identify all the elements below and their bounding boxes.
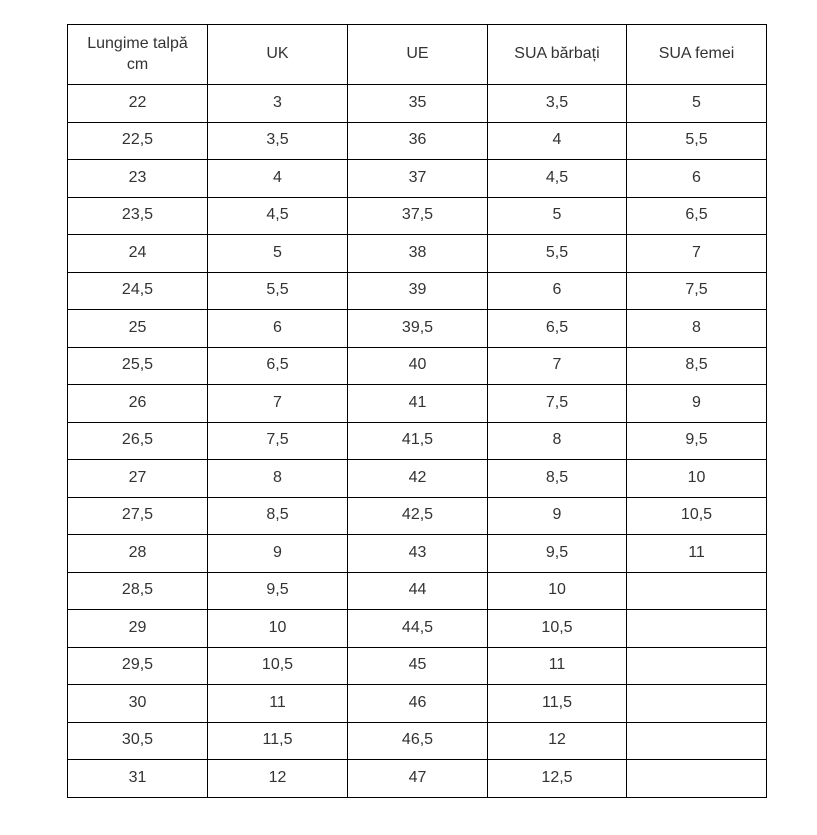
table-cell: 8,5 <box>208 497 348 535</box>
table-cell: 11,5 <box>488 685 627 723</box>
table-cell: 10 <box>208 610 348 648</box>
table-cell: 25,5 <box>68 347 208 385</box>
table-row <box>68 422 767 460</box>
table-cell: 7,5 <box>208 422 348 460</box>
table-cell <box>627 647 767 685</box>
table-cell: 6 <box>627 160 767 198</box>
table-row <box>68 685 767 723</box>
table-cell: 42 <box>348 460 488 498</box>
table-cell: 41 <box>348 385 488 423</box>
table-cell: 30,5 <box>68 722 208 760</box>
table-cell: 24,5 <box>68 272 208 310</box>
table-cell: 25 <box>68 310 208 348</box>
table-cell: 11 <box>208 685 348 723</box>
table-cell: 9,5 <box>208 572 348 610</box>
table-cell: 11 <box>488 647 627 685</box>
table-cell <box>627 572 767 610</box>
table-cell: 37,5 <box>348 197 488 235</box>
table-cell: 29 <box>68 610 208 648</box>
table-row <box>68 647 767 685</box>
table-row <box>68 385 767 423</box>
table-cell: 39 <box>348 272 488 310</box>
table-cell: 28 <box>68 535 208 573</box>
table-cell: 26 <box>68 385 208 423</box>
table-cell: 26,5 <box>68 422 208 460</box>
table-row <box>68 722 767 760</box>
table-cell: 9,5 <box>627 422 767 460</box>
table-row <box>68 610 767 648</box>
table-cell: 24 <box>68 235 208 273</box>
table-cell: 36 <box>348 122 488 160</box>
table-cell: 12 <box>208 760 348 798</box>
table-row <box>68 535 767 573</box>
table-cell: 10 <box>627 460 767 498</box>
table-row <box>68 760 767 798</box>
table-cell: 9 <box>208 535 348 573</box>
table-cell: 6 <box>208 310 348 348</box>
table-cell: 7 <box>208 385 348 423</box>
shoe-size-conversion-table <box>67 24 767 798</box>
table-cell: 28,5 <box>68 572 208 610</box>
table-cell: 10,5 <box>627 497 767 535</box>
table-cell: 46,5 <box>348 722 488 760</box>
table-cell: 44 <box>348 572 488 610</box>
table-cell: 4,5 <box>488 160 627 198</box>
table-cell: 8 <box>208 460 348 498</box>
header-cell-sua-femei: SUA femei <box>627 25 767 85</box>
table-cell: 7,5 <box>488 385 627 423</box>
table-cell: 45 <box>348 647 488 685</box>
table-cell <box>627 685 767 723</box>
table-body <box>68 85 767 798</box>
table-row <box>68 572 767 610</box>
table-cell: 47 <box>348 760 488 798</box>
table-cell: 10,5 <box>208 647 348 685</box>
table-cell <box>627 760 767 798</box>
table-cell: 3 <box>208 85 348 123</box>
table-cell: 10,5 <box>488 610 627 648</box>
table-cell: 5,5 <box>488 235 627 273</box>
header-cell-lungime-talpa <box>68 25 208 85</box>
table-cell: 40 <box>348 347 488 385</box>
header-label: Lungime talpă cm <box>87 34 188 73</box>
table-cell: 23 <box>68 160 208 198</box>
table-cell: 27,5 <box>68 497 208 535</box>
table-cell: 4 <box>488 122 627 160</box>
table-cell: 7,5 <box>627 272 767 310</box>
table-cell: 35 <box>348 85 488 123</box>
table-cell: 10 <box>488 572 627 610</box>
table-row <box>68 460 767 498</box>
table-cell: 30 <box>68 685 208 723</box>
table-cell: 6,5 <box>627 197 767 235</box>
header-cell-sua-barbati: SUA bărbați <box>488 25 627 85</box>
table-header <box>68 25 767 85</box>
header-row <box>68 25 767 85</box>
table-cell: 22,5 <box>68 122 208 160</box>
table-cell: 43 <box>348 535 488 573</box>
table-cell: 4 <box>208 160 348 198</box>
table-cell: 46 <box>348 685 488 723</box>
table-cell: 7 <box>488 347 627 385</box>
table-cell: 11,5 <box>208 722 348 760</box>
table-cell: 6,5 <box>208 347 348 385</box>
table-cell: 23,5 <box>68 197 208 235</box>
table-cell: 5 <box>208 235 348 273</box>
table-cell: 7 <box>627 235 767 273</box>
table-cell: 38 <box>348 235 488 273</box>
table-cell: 5,5 <box>627 122 767 160</box>
table-cell: 6 <box>488 272 627 310</box>
table-row <box>68 347 767 385</box>
table-cell: 8,5 <box>627 347 767 385</box>
table-cell: 11 <box>627 535 767 573</box>
table-cell: 8 <box>488 422 627 460</box>
table-cell: 42,5 <box>348 497 488 535</box>
table-cell: 9,5 <box>488 535 627 573</box>
table-cell <box>627 722 767 760</box>
table-cell: 3,5 <box>488 85 627 123</box>
table-cell: 37 <box>348 160 488 198</box>
header-cell-ue: UE <box>348 25 488 85</box>
table-cell: 3,5 <box>208 122 348 160</box>
header-cell-uk: UK <box>208 25 348 85</box>
table-row <box>68 235 767 273</box>
table-row <box>68 310 767 348</box>
table-cell: 29,5 <box>68 647 208 685</box>
table-cell: 6,5 <box>488 310 627 348</box>
table-cell: 39,5 <box>348 310 488 348</box>
table-row <box>68 85 767 123</box>
table-cell: 12,5 <box>488 760 627 798</box>
table-row <box>68 197 767 235</box>
table-cell: 22 <box>68 85 208 123</box>
table-cell: 4,5 <box>208 197 348 235</box>
table-cell: 9 <box>627 385 767 423</box>
table-row <box>68 272 767 310</box>
table-row <box>68 497 767 535</box>
table-cell: 8,5 <box>488 460 627 498</box>
table-cell: 31 <box>68 760 208 798</box>
table-cell: 5 <box>488 197 627 235</box>
table-cell: 9 <box>488 497 627 535</box>
table-cell: 8 <box>627 310 767 348</box>
table-cell: 12 <box>488 722 627 760</box>
table-cell: 27 <box>68 460 208 498</box>
table-cell <box>627 610 767 648</box>
table-cell: 5 <box>627 85 767 123</box>
table-cell: 5,5 <box>208 272 348 310</box>
table-row <box>68 122 767 160</box>
table-cell: 41,5 <box>348 422 488 460</box>
table-row <box>68 160 767 198</box>
table-cell: 44,5 <box>348 610 488 648</box>
